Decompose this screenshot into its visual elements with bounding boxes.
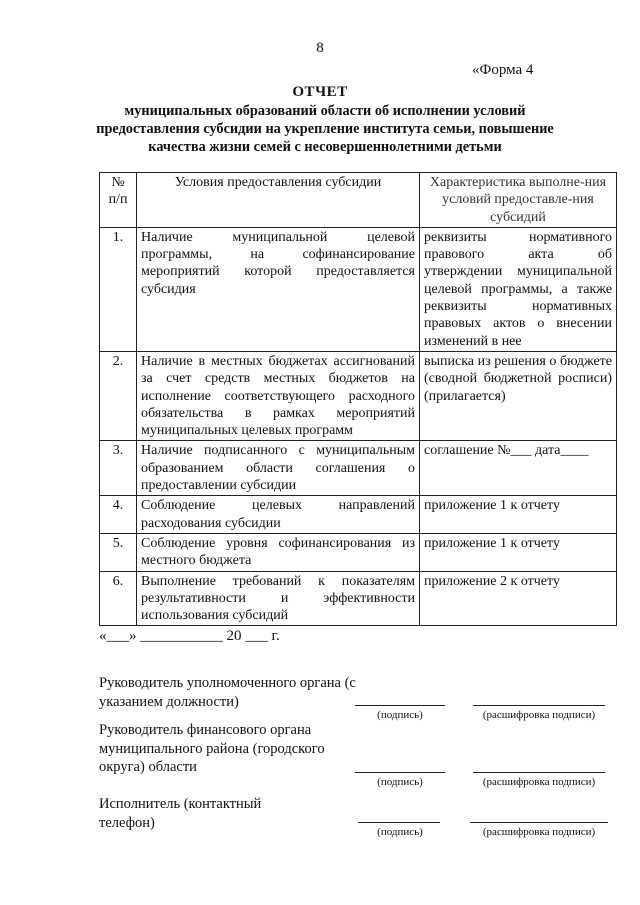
header-characteristic: Характеристика выполне-ния условий предоставле-ния субсидий — [420, 173, 617, 228]
signatory-head-finance-body: Руководитель финансового органа муниципального района (городского округа) области — [99, 722, 325, 775]
header-condition: Условия предоставления субсидии — [137, 173, 420, 228]
table-row — [100, 533, 617, 571]
conditions-table — [99, 172, 617, 626]
signatory-head-authorized-body: Руководитель уполномоченного органа (с указанием должности) — [99, 675, 356, 710]
row-condition: Выполнение требований к показателям результативности и эффективности использования субсидий — [137, 571, 420, 626]
header-num: № п/п — [100, 173, 137, 228]
signatory-executor: Исполнитель (контактный телефон) — [99, 796, 262, 831]
row-num: 6. — [100, 571, 137, 626]
page-number: 8 — [316, 40, 324, 56]
row-characteristic: соглашение №___ дата____ — [420, 441, 617, 496]
row-num: 4. — [100, 496, 137, 534]
document-subtitle: муниципальных образований области об исполнении условий предоставления субсидии на укрепление института семьи, повышение качества жизни семей с несовершеннолетними детьми — [96, 103, 554, 155]
row-condition: Соблюдение целевых направлений расходования субсидии — [137, 496, 420, 534]
row-condition: Наличие муниципальной целевой программы, на софинансирование мероприятий которой предоставляется субсидия — [137, 227, 420, 351]
table-row — [100, 496, 617, 534]
row-num: 5. — [100, 533, 137, 571]
decode-caption: (расшифровка подписи) — [482, 709, 596, 721]
sign-caption: (подпись) — [377, 776, 423, 788]
date-line: «___» ___________ 20 ___ г. — [99, 628, 280, 644]
row-characteristic: выписка из решения о бюджете (сводной бюджетной росписи) (прилагается) — [420, 351, 617, 440]
row-num: 1. — [100, 227, 137, 351]
decode-line — [470, 822, 608, 823]
table-row — [100, 571, 617, 626]
decode-caption: (расшифровка подписи) — [482, 826, 596, 838]
row-num: 2. — [100, 351, 137, 440]
row-characteristic: приложение 1 к отчету — [420, 496, 617, 534]
decode-caption: (расшифровка подписи) — [482, 776, 596, 788]
row-characteristic: реквизиты нормативного правового акта об утверждении муниципальной целевой программы, а также реквизиты нормативных правовых актов о внесении изменений в нее — [420, 227, 617, 351]
row-condition: Наличие в местных бюджетах ассигнований за счет средств местных бюджетов на исполнение соответствующего расходного обязательства в рамках мероприятий муниципальных целевых программ — [137, 351, 420, 440]
row-characteristic: приложение 1 к отчету — [420, 533, 617, 571]
row-num: 3. — [100, 441, 137, 496]
row-condition: Наличие подписанного с муниципальным образованием области соглашения о предоставлении субсидии — [137, 441, 420, 496]
sign-caption: (подпись) — [377, 826, 423, 838]
row-condition: Соблюдение уровня софинансирования из местного бюджета — [137, 533, 420, 571]
signature-line — [355, 705, 445, 706]
decode-line — [473, 705, 605, 706]
document-title: ОТЧЕТ — [292, 84, 348, 100]
table-row — [100, 227, 617, 351]
table-header-row — [100, 173, 617, 228]
signature-line — [358, 822, 440, 823]
table-row — [100, 351, 617, 440]
form-label: «Форма 4 — [472, 62, 534, 78]
table-row — [100, 441, 617, 496]
sign-caption: (подпись) — [377, 709, 423, 721]
signature-line — [355, 772, 445, 773]
decode-line — [473, 772, 605, 773]
row-characteristic: приложение 2 к отчету — [420, 571, 617, 626]
